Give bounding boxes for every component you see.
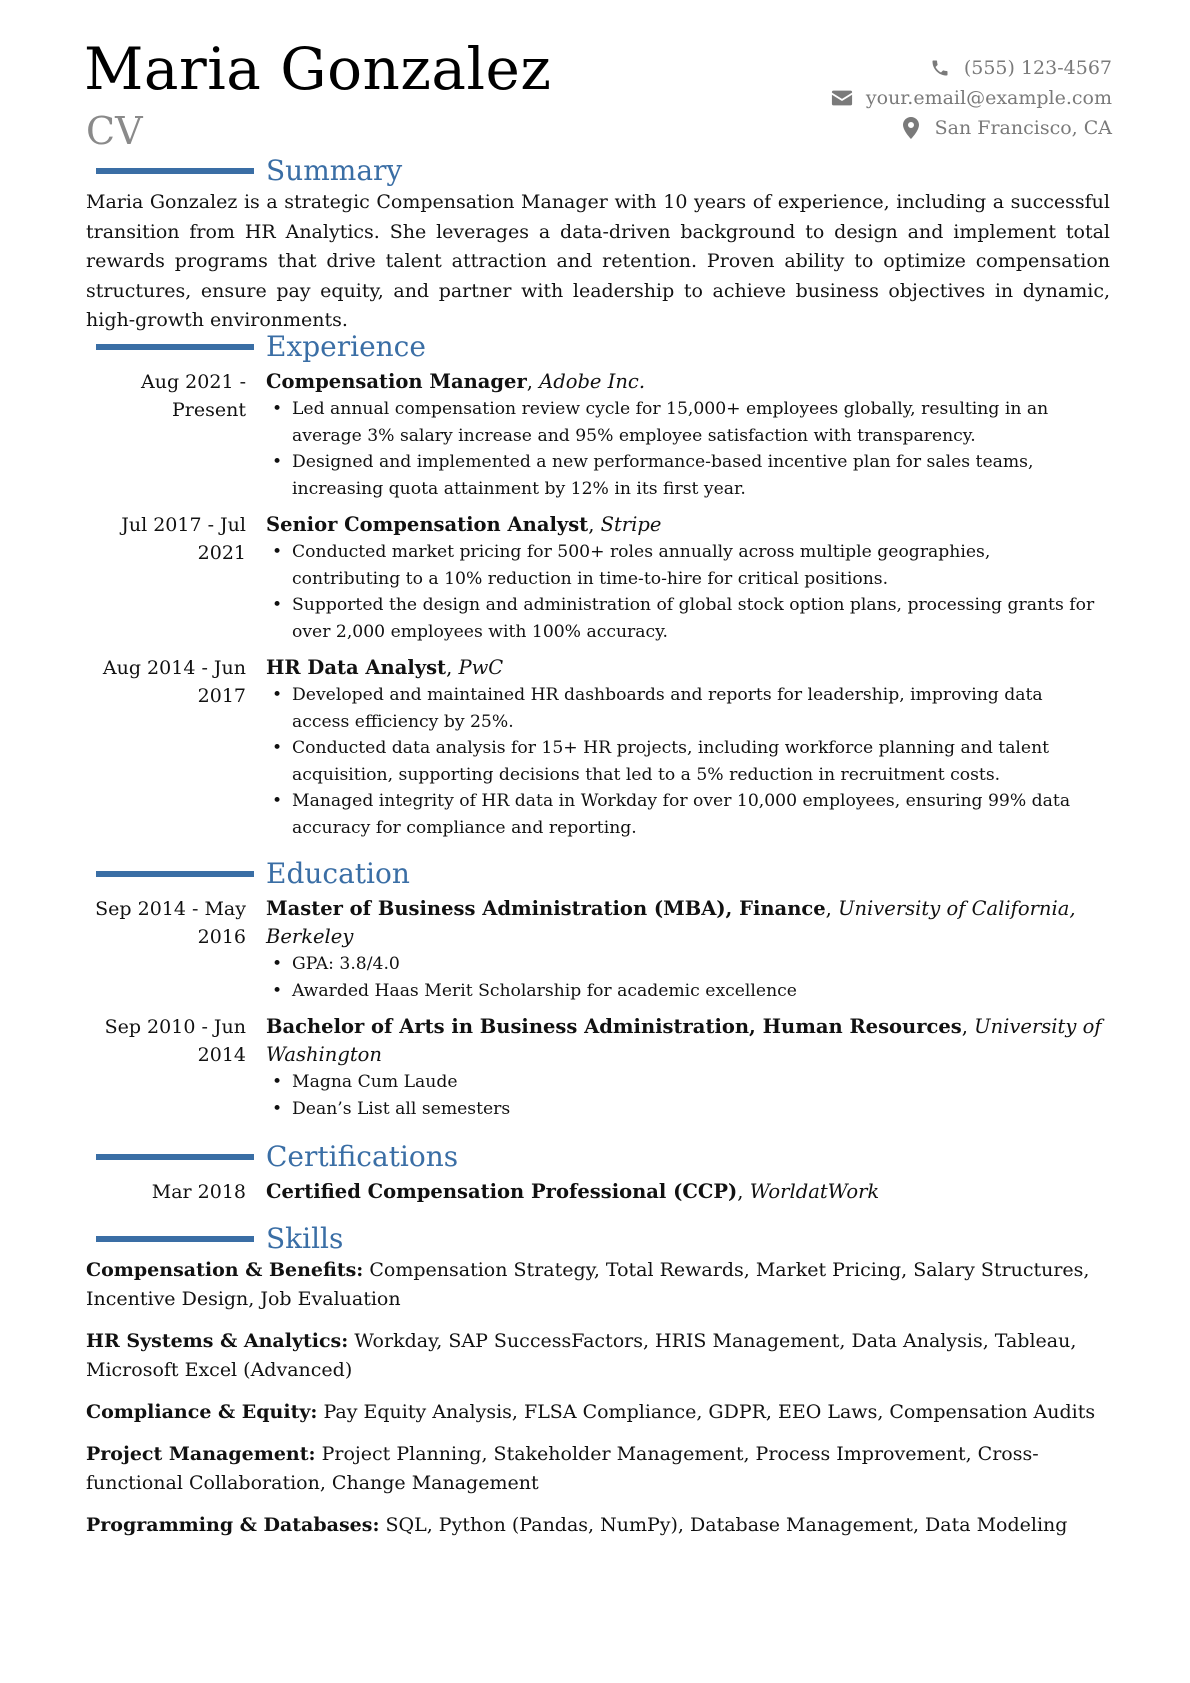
skills-heading bbox=[0, 1222, 1190, 1256]
list-item: • Conducted data analysis for 15+ HR projects, including workforce planning and talent acquisition, supporting decisions that led to a 5% reduction in recruitment costs. bbox=[266, 735, 1102, 788]
skill-label: HR Systems & Analytics: bbox=[86, 1330, 349, 1352]
experience-heading bbox=[0, 330, 1190, 364]
envelope-icon bbox=[830, 87, 854, 109]
job-title: Senior Compensation Analyst bbox=[266, 513, 589, 536]
skill-group bbox=[86, 1440, 1110, 1498]
education-title: Education bbox=[266, 857, 410, 890]
contact-location bbox=[830, 113, 1112, 143]
degree-name: Master of Business Administration (MBA), Finance bbox=[266, 897, 826, 920]
list-item: • Magna Cum Laude bbox=[266, 1069, 1102, 1096]
list-item: • GPA: 3.8/4.0 bbox=[266, 951, 1102, 978]
phone-number[interactable]: (555) 123-4567 bbox=[963, 57, 1112, 79]
section-accent-bar bbox=[96, 344, 254, 350]
contact-block bbox=[830, 53, 1112, 143]
summary-title: Summary bbox=[266, 154, 403, 187]
skill-list: Pay Equity Analysis, FLSA Compliance, GDPR, EEO Laws, Compensation Audits bbox=[323, 1401, 1096, 1423]
entry-bullets bbox=[266, 682, 1102, 841]
entry-date: Aug 2014 - Jun 2017 bbox=[102, 657, 246, 707]
map-marker-icon bbox=[899, 117, 923, 139]
entry-heading: Senior Compensation Analyst, Stripe bbox=[266, 513, 662, 536]
skill-label: Compliance & Equity: bbox=[86, 1401, 318, 1423]
school-name: University of California, Berkeley bbox=[266, 897, 1076, 948]
list-item: • Developed and maintained HR dashboards and reports for leadership, improving data access efficiency by 25%. bbox=[266, 682, 1102, 735]
candidate-name: Maria Gonzalez bbox=[84, 35, 552, 103]
skill-label: Programming & Databases: bbox=[86, 1514, 380, 1536]
job-title: Compensation Manager bbox=[266, 370, 527, 393]
skill-group bbox=[86, 1511, 1110, 1540]
summary-heading bbox=[0, 154, 1190, 188]
experience-entry bbox=[0, 654, 1190, 841]
list-item: • Supported the design and administration of global stock option plans, processing grants for over 2,000 employees with 100% accuracy. bbox=[266, 592, 1102, 645]
entry-bullets bbox=[266, 951, 1102, 1004]
entry-date: Sep 2010 - Jun 2014 bbox=[104, 1016, 246, 1066]
phone-icon bbox=[928, 57, 952, 79]
list-item: • Awarded Haas Merit Scholarship for academic excellence bbox=[266, 978, 1102, 1005]
list-item: • Designed and implemented a new performance-based incentive plan for sales teams, increasing quota attainment by 12% in its first year. bbox=[266, 449, 1102, 502]
entry-heading: Master of Business Administration (MBA), Finance, University of California, Berkeley bbox=[266, 897, 1076, 948]
entry-date: Jul 2017 - Jul 2021 bbox=[121, 514, 246, 564]
skill-group bbox=[86, 1398, 1110, 1427]
skills-title: Skills bbox=[266, 1222, 344, 1255]
section-accent-bar bbox=[96, 871, 254, 877]
entry-heading: Bachelor of Arts in Business Administration, Human Resources, University of Washington bbox=[266, 1015, 1102, 1066]
entry-heading: Compensation Manager, Adobe Inc. bbox=[266, 370, 646, 393]
job-title: HR Data Analyst bbox=[266, 656, 447, 679]
skill-label: Compensation & Benefits: bbox=[86, 1259, 364, 1281]
company-name: PwC bbox=[458, 656, 504, 679]
certifications-section bbox=[0, 1140, 1190, 1206]
degree-name: Bachelor of Arts in Business Administration, Human Resources bbox=[266, 1015, 962, 1038]
entry-heading: HR Data Analyst, PwC bbox=[266, 656, 504, 679]
list-item: • Dean’s List all semesters bbox=[266, 1096, 1102, 1123]
certifications-heading bbox=[0, 1140, 1190, 1174]
education-entry bbox=[0, 895, 1190, 1004]
school-name: University of Washington bbox=[266, 1015, 1102, 1066]
certification-entry bbox=[0, 1178, 1190, 1206]
skill-list: Workday, SAP SuccessFactors, HRIS Management, Data Analysis, Tableau, Microsoft Excel (Advanced) bbox=[86, 1330, 1077, 1381]
summary-text: Maria Gonzalez is a strategic Compensation Manager with 10 years of experience, including a successful transition from HR Analytics. She leverages a data-driven background to design and implement total rewards programs that drive talent attraction and retention. Proven ability to optimize compensation structures, ensure pay equity, and partner with leadership to achieve business objectives in dynamic, high-growth environments. bbox=[86, 191, 1110, 331]
certification-name: Certified Compensation Professional (CCP) bbox=[266, 1180, 738, 1203]
experience-title: Experience bbox=[266, 330, 426, 363]
skill-list: Compensation Strategy, Total Rewards, Market Pricing, Salary Structures, Incentive Design, Job Evaluation bbox=[86, 1259, 1090, 1310]
experience-entry bbox=[0, 511, 1190, 645]
location-text: San Francisco, CA bbox=[934, 117, 1112, 139]
section-accent-bar bbox=[96, 168, 254, 174]
entry-bullets bbox=[266, 396, 1102, 502]
list-item: • Led annual compensation review cycle for 15,000+ employees globally, resulting in an average 3% salary increase and 95% employee satisfaction with transparency. bbox=[266, 396, 1102, 449]
list-item: • Conducted market pricing for 500+ roles annually across multiple geographies, contributing to a 10% reduction in time-to-hire for critical positions. bbox=[266, 539, 1102, 592]
issuer-name: WorldatWork bbox=[749, 1180, 880, 1203]
entry-date: Sep 2014 - May 2016 bbox=[95, 898, 246, 948]
entry-heading: Certified Compensation Professional (CCP), WorldatWork bbox=[266, 1180, 880, 1203]
education-section bbox=[0, 857, 1190, 1122]
skill-group bbox=[86, 1327, 1110, 1385]
email-address[interactable]: your.email@example.com bbox=[865, 87, 1112, 109]
section-accent-bar bbox=[96, 1154, 254, 1160]
skill-list: SQL, Python (Pandas, NumPy), Database Management, Data Modeling bbox=[385, 1514, 1068, 1536]
skill-group bbox=[86, 1256, 1110, 1314]
experience-entry bbox=[0, 368, 1190, 502]
education-entry bbox=[0, 1013, 1190, 1122]
education-heading bbox=[0, 857, 1190, 891]
entry-bullets bbox=[266, 1069, 1102, 1122]
contact-phone bbox=[830, 53, 1112, 83]
entry-date: Aug 2021 - Present bbox=[141, 371, 246, 421]
list-item: • Managed integrity of HR data in Workday for over 10,000 employees, ensuring 99% data accuracy for compliance and reporting. bbox=[266, 788, 1102, 841]
company-name: Adobe Inc. bbox=[539, 370, 646, 393]
experience-section bbox=[0, 330, 1190, 841]
entry-date: Mar 2018 bbox=[151, 1181, 246, 1203]
certifications-title: Certifications bbox=[266, 1140, 459, 1173]
skill-label: Project Management: bbox=[86, 1443, 316, 1465]
document-subtitle: CV bbox=[86, 109, 143, 153]
section-accent-bar bbox=[96, 1236, 254, 1242]
entry-bullets bbox=[266, 539, 1102, 645]
company-name: Stripe bbox=[600, 513, 662, 536]
contact-email bbox=[830, 83, 1112, 113]
skill-list: Project Planning, Stakeholder Management, Process Improvement, Cross-functional Collaboration, Change Management bbox=[86, 1443, 1039, 1494]
skills-section bbox=[0, 1222, 1190, 1540]
summary-section bbox=[0, 154, 1190, 336]
